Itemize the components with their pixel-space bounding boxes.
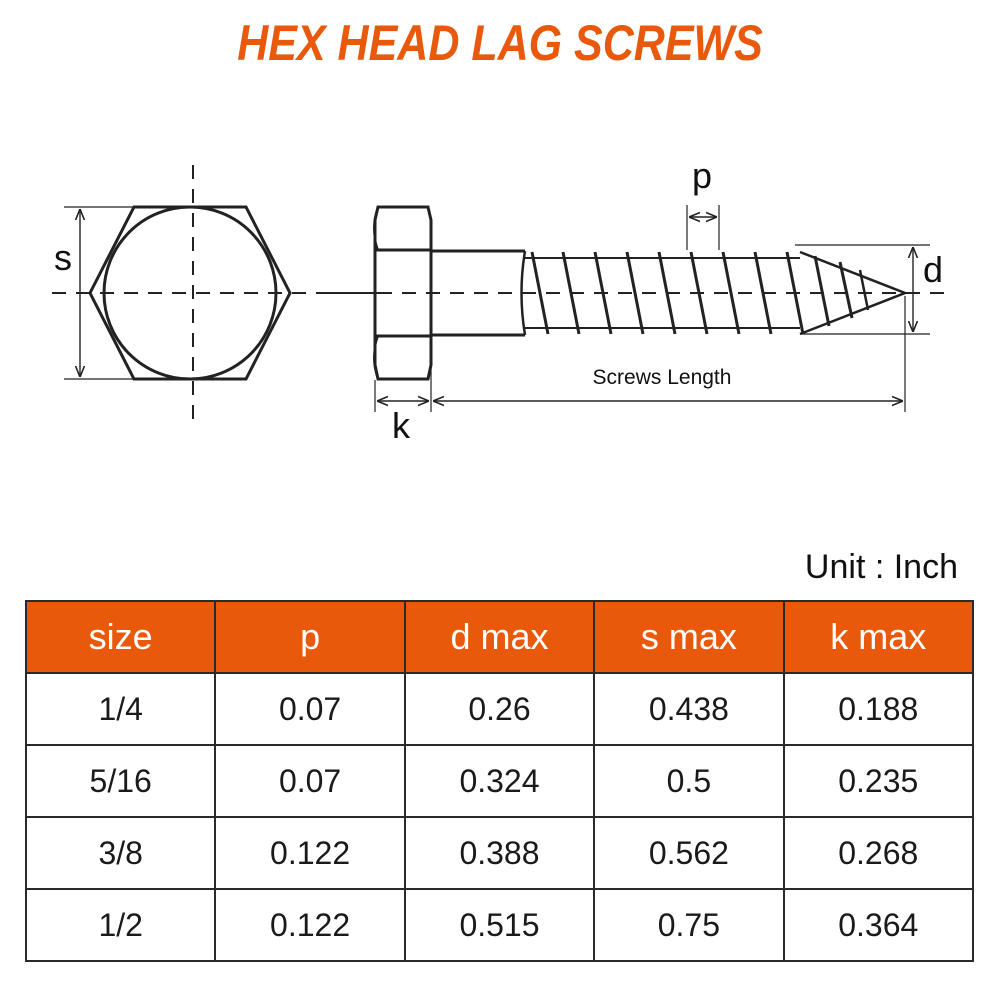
header-p: p	[215, 601, 404, 673]
table-row	[26, 673, 973, 745]
header-d-max: d max	[405, 601, 594, 673]
cell-size: 3/8	[26, 817, 215, 889]
pitch-dimension	[687, 205, 719, 250]
cell-p: 0.122	[215, 817, 404, 889]
spec-table	[25, 600, 974, 962]
table-header-row	[26, 601, 973, 673]
cell-d-max: 0.515	[405, 889, 594, 961]
table-row	[26, 745, 973, 817]
header-s-max: s max	[594, 601, 783, 673]
label-screws-length: Screws Length	[592, 366, 732, 389]
cell-d-max: 0.388	[405, 817, 594, 889]
table-row	[26, 889, 973, 961]
cell-k-max: 0.364	[784, 889, 973, 961]
label-d: d	[923, 249, 944, 290]
cell-p: 0.07	[215, 673, 404, 745]
header-size: size	[26, 601, 215, 673]
cell-p: 0.07	[215, 745, 404, 817]
cell-k-max: 0.235	[784, 745, 973, 817]
cell-size: 5/16	[26, 745, 215, 817]
cell-k-max: 0.268	[784, 817, 973, 889]
cell-d-max: 0.26	[405, 673, 594, 745]
label-k: k	[392, 405, 410, 446]
unit-label: Unit : Inch	[804, 548, 958, 586]
cell-s-max: 0.75	[594, 889, 783, 961]
header-k-max: k max	[784, 601, 973, 673]
cell-k-max: 0.188	[784, 673, 973, 745]
cell-s-max: 0.5	[594, 745, 783, 817]
table-row	[26, 817, 973, 889]
label-p: p	[692, 155, 713, 196]
cell-s-max: 0.562	[594, 817, 783, 889]
hex-head-top-view	[52, 165, 380, 425]
cell-size: 1/2	[26, 889, 215, 961]
cell-p: 0.122	[215, 889, 404, 961]
page-title: HEX HEAD LAG SCREWS	[237, 15, 763, 71]
cell-d-max: 0.324	[405, 745, 594, 817]
cell-s-max: 0.438	[594, 673, 783, 745]
label-s: s	[54, 237, 72, 278]
cell-size: 1/4	[26, 673, 215, 745]
